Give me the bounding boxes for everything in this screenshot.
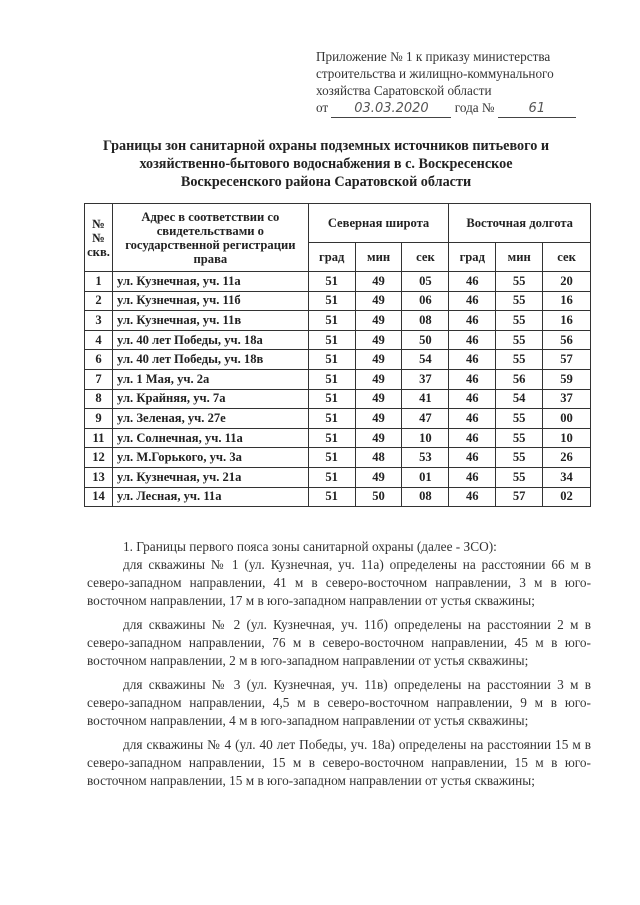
cell-east-min: 56 xyxy=(496,369,543,389)
cell-east-deg: 46 xyxy=(449,409,496,429)
cell-number: 9 xyxy=(85,409,113,429)
cell-number: 13 xyxy=(85,467,113,487)
appendix-header xyxy=(316,48,606,118)
table-row xyxy=(85,487,591,507)
cell-east-sec: 56 xyxy=(543,330,591,350)
cell-north-sec: 54 xyxy=(402,350,449,370)
cell-north-min: 49 xyxy=(355,409,402,429)
cell-address: ул. 40 лет Победы, уч. 18в xyxy=(112,350,308,370)
cell-east-sec: 57 xyxy=(543,350,591,370)
cell-east-min: 55 xyxy=(496,467,543,487)
header-north-sec: сек xyxy=(402,243,449,272)
cell-east-sec: 37 xyxy=(543,389,591,409)
cell-north-sec: 06 xyxy=(402,291,449,311)
header-east-sec: сек xyxy=(543,243,591,272)
cell-east-sec: 26 xyxy=(543,448,591,468)
title-line-1: Границы зон санитарной охраны подземных источников питьевого и xyxy=(102,138,550,154)
cell-east-min: 55 xyxy=(496,448,543,468)
cell-east-deg: 46 xyxy=(449,291,496,311)
appendix-line-2: строительства и жилищно-коммунального xyxy=(316,66,554,81)
cell-north-sec: 47 xyxy=(402,409,449,429)
cell-address: ул. Кузнечная, уч. 21а xyxy=(112,467,308,487)
cell-east-deg: 46 xyxy=(449,467,496,487)
cell-address: ул. 1 Мая, уч. 2а xyxy=(112,369,308,389)
cell-number: 14 xyxy=(85,487,113,507)
header-north-latitude: Северная широта xyxy=(308,204,449,243)
cell-east-min: 55 xyxy=(496,350,543,370)
cell-address: ул. Крайняя, уч. 7а xyxy=(112,389,308,409)
cell-east-deg: 46 xyxy=(449,448,496,468)
cell-north-deg: 51 xyxy=(308,311,355,331)
cell-address: ул. Зеленая, уч. 27е xyxy=(112,409,308,429)
cell-north-deg: 51 xyxy=(308,409,355,429)
cell-north-deg: 51 xyxy=(308,272,355,292)
cell-north-deg: 51 xyxy=(308,467,355,487)
cell-north-sec: 01 xyxy=(402,467,449,487)
cell-north-sec: 41 xyxy=(402,389,449,409)
header-north-min: мин xyxy=(355,243,402,272)
appendix-year-text: года № xyxy=(454,100,495,115)
paragraph-well-4: для скважины № 4 (ул. 40 лет Победы, уч. 18а) определены на расстоянии 15 м в северо-западном направлении, 15 м в северо-восточном направлении, 15 м в юго-восточном направлении, 15 м в юго-западном направлении от устья скважины; xyxy=(87,737,591,788)
cell-north-deg: 51 xyxy=(308,291,355,311)
cell-east-deg: 46 xyxy=(449,369,496,389)
cell-number: 1 xyxy=(85,272,113,292)
appendix-line-3: хозяйства Саратовской области xyxy=(316,83,492,98)
cell-north-sec: 08 xyxy=(402,311,449,331)
cell-number: 12 xyxy=(85,448,113,468)
cell-address: ул. Кузнечная, уч. 11а xyxy=(112,272,308,292)
cell-east-deg: 46 xyxy=(449,330,496,350)
cell-north-min: 49 xyxy=(355,291,402,311)
table-row xyxy=(85,467,591,487)
cell-number: 4 xyxy=(85,330,113,350)
cell-number: 3 xyxy=(85,311,113,331)
paragraph-well-1: для скважины № 1 (ул. Кузнечная, уч. 11а) определены на расстоянии 66 м в северо-западном направлении, 41 м в северо-восточном направлении, 3 м в юго-восточном направлении, 17 м в юго-западном направлении от устья скважины; xyxy=(87,557,591,608)
cell-east-sec: 34 xyxy=(543,467,591,487)
cell-north-deg: 51 xyxy=(308,448,355,468)
cell-address: ул. Лесная, уч. 11а xyxy=(112,487,308,507)
appendix-line-4 xyxy=(316,99,606,118)
appendix-line-1: Приложение № 1 к приказу министерства xyxy=(316,49,551,64)
table-row xyxy=(85,291,591,311)
title-line-2: хозяйственно-бытового водоснабжения в с. Воскресенское xyxy=(139,156,513,172)
table-row xyxy=(85,448,591,468)
cell-address: ул. Кузнечная, уч. 11в xyxy=(112,311,308,331)
cell-north-deg: 51 xyxy=(308,369,355,389)
cell-north-sec: 37 xyxy=(402,369,449,389)
coordinates-table xyxy=(84,203,591,507)
cell-north-min: 49 xyxy=(355,369,402,389)
handwritten-date: 03.03.2020 xyxy=(331,100,451,118)
cell-north-sec: 08 xyxy=(402,487,449,507)
cell-east-deg: 46 xyxy=(449,428,496,448)
cell-address: ул. Солнечная, уч. 11а xyxy=(112,428,308,448)
appendix-from-prefix: от xyxy=(316,100,329,115)
cell-number: 11 xyxy=(85,428,113,448)
cell-east-sec: 10 xyxy=(543,428,591,448)
cell-address: ул. М.Горького, уч. 3а xyxy=(112,448,308,468)
header-north-deg: град xyxy=(308,243,355,272)
title-line-3: Воскресенского района Саратовской области xyxy=(180,174,472,190)
document-title xyxy=(40,137,612,191)
cell-east-sec: 02 xyxy=(543,487,591,507)
cell-east-deg: 46 xyxy=(449,272,496,292)
cell-east-min: 54 xyxy=(496,389,543,409)
table-row xyxy=(85,350,591,370)
paragraph-well-3: для скважины № 3 (ул. Кузнечная, уч. 11в) определены на расстоянии 3 м в северо-западном направлении, 4,5 м в северо-восточном направлении, 9 м в юго-восточном направлении, 4 м в юго-западном направлении от устья скважины; xyxy=(87,677,591,728)
header-address: Адрес в соответствии со свидетельствами о государственной регистрации права xyxy=(112,204,308,272)
table-row xyxy=(85,409,591,429)
section-heading: 1. Границы первого пояса зоны санитарной охраны (далее - ЗСО): xyxy=(123,539,497,554)
table-row xyxy=(85,311,591,331)
header-number: № № скв. xyxy=(85,204,113,272)
cell-north-deg: 51 xyxy=(308,389,355,409)
handwritten-order-number: 61 xyxy=(498,100,576,118)
cell-number: 2 xyxy=(85,291,113,311)
cell-north-min: 49 xyxy=(355,272,402,292)
cell-east-sec: 59 xyxy=(543,369,591,389)
cell-east-min: 55 xyxy=(496,428,543,448)
cell-east-min: 55 xyxy=(496,311,543,331)
cell-north-min: 49 xyxy=(355,428,402,448)
cell-north-min: 49 xyxy=(355,467,402,487)
paragraph-well-2: для скважины № 2 (ул. Кузнечная, уч. 11б) определены на расстоянии 2 м в северо-западном направлении, 76 м в северо-восточном направлении, 45 м в юго-восточном направлении, 2 м в юго-западном направлении от устья скважины; xyxy=(87,617,591,668)
cell-east-deg: 46 xyxy=(449,487,496,507)
cell-north-deg: 51 xyxy=(308,350,355,370)
cell-east-sec: 16 xyxy=(543,311,591,331)
cell-east-sec: 20 xyxy=(543,272,591,292)
cell-address: ул. Кузнечная, уч. 11б xyxy=(112,291,308,311)
cell-north-deg: 51 xyxy=(308,487,355,507)
cell-number: 6 xyxy=(85,350,113,370)
document-body xyxy=(87,538,591,796)
cell-east-sec: 00 xyxy=(543,409,591,429)
cell-east-sec: 16 xyxy=(543,291,591,311)
cell-north-deg: 51 xyxy=(308,330,355,350)
cell-north-min: 49 xyxy=(355,330,402,350)
cell-east-min: 55 xyxy=(496,409,543,429)
cell-north-sec: 50 xyxy=(402,330,449,350)
cell-north-min: 50 xyxy=(355,487,402,507)
cell-north-sec: 53 xyxy=(402,448,449,468)
cell-number: 7 xyxy=(85,369,113,389)
cell-east-deg: 46 xyxy=(449,350,496,370)
cell-north-deg: 51 xyxy=(308,428,355,448)
header-east-min: мин xyxy=(496,243,543,272)
table-row xyxy=(85,330,591,350)
cell-north-min: 48 xyxy=(355,448,402,468)
table-row xyxy=(85,272,591,292)
cell-north-min: 49 xyxy=(355,311,402,331)
cell-north-min: 49 xyxy=(355,389,402,409)
cell-east-min: 55 xyxy=(496,330,543,350)
cell-north-sec: 10 xyxy=(402,428,449,448)
table-row xyxy=(85,389,591,409)
cell-north-min: 49 xyxy=(355,350,402,370)
cell-north-sec: 05 xyxy=(402,272,449,292)
cell-number: 8 xyxy=(85,389,113,409)
cell-east-deg: 46 xyxy=(449,389,496,409)
header-east-longitude: Восточная долгота xyxy=(449,204,591,243)
cell-east-min: 55 xyxy=(496,291,543,311)
header-east-deg: град xyxy=(449,243,496,272)
table-row xyxy=(85,428,591,448)
cell-address: ул. 40 лет Победы, уч. 18а xyxy=(112,330,308,350)
cell-east-min: 57 xyxy=(496,487,543,507)
cell-east-deg: 46 xyxy=(449,311,496,331)
table-row xyxy=(85,369,591,389)
cell-east-min: 55 xyxy=(496,272,543,292)
